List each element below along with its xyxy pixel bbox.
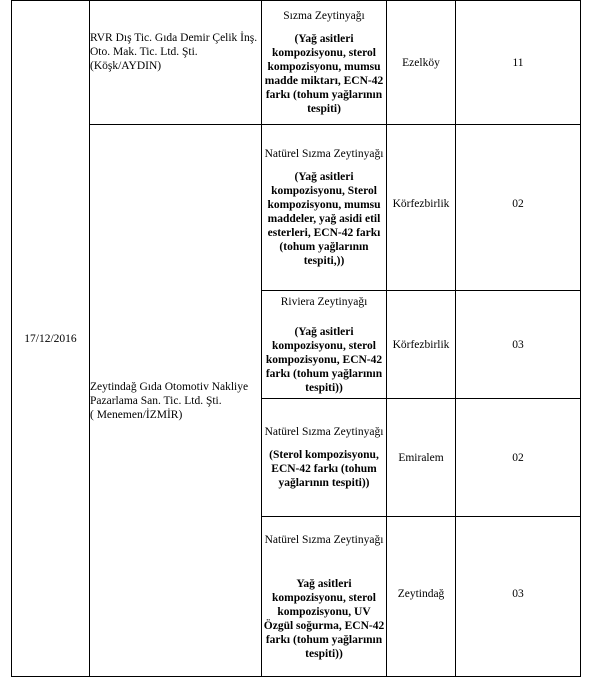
analysis-text: (Yağ asitleri kompozisyonu, sterol kompozisyonu, mumsu madde miktarı, ECN-42 farkı (tohum yağlarının tespiti) [264, 33, 384, 115]
product-name: Natürel Sızma Zeytinyağı [264, 148, 384, 160]
product-name: Natürel Sızma Zeytinyağı [264, 426, 384, 438]
lab-cell: Zeytindağ [387, 517, 456, 677]
product-cell [262, 517, 387, 677]
lab-cell: Emiralem [387, 399, 456, 517]
product-cell [262, 1, 387, 125]
lab-cell: Ezelköy [387, 1, 456, 125]
firm-cell: Zeytindağ Gıda Otomotiv Nakliye Pazarlama San. Tic. Ltd. Şti. ( Menemen/İZMİR) [90, 125, 262, 677]
product-name: Natürel Sızma Zeytinyağı [264, 533, 384, 546]
product-cell [262, 399, 387, 517]
table-row [12, 125, 581, 291]
date-cell: 17/12/2016 [12, 1, 90, 677]
analysis-table [11, 0, 581, 677]
firm-cell: RVR Dış Tic. Gıda Demir Çelik İnş. Oto. Mak. Tic. Ltd. Şti. (Köşk/AYDIN) [90, 1, 262, 125]
product-cell [262, 291, 387, 399]
analysis-text: Yağ asitleri kompozisyonu, sterol kompozisyonu, UV Özgül soğurma, ECN-42 farkı (tohum yağlarının tespiti)) [263, 577, 385, 660]
analysis-text: (Yağ asitleri kompozisyonu, Sterol kompozisyonu, mumsu maddeler, yağ asidi etil esterleri, ECN-42 farkı (tohum yağlarının tespiti,)) [267, 171, 381, 267]
lab-cell: Körfezbirlik [387, 125, 456, 291]
analysis-text: (Sterol kompozisyonu, ECN-42 farkı (tohum yağlarının tespiti)) [269, 449, 379, 489]
product-cell [262, 125, 387, 291]
table-row [12, 1, 581, 125]
product-name: Riviera Zeytinyağı [280, 295, 368, 308]
lab-cell: Körfezbirlik [387, 291, 456, 399]
number-cell: 03 [456, 517, 581, 677]
number-cell: 11 [456, 1, 581, 125]
number-cell: 02 [456, 125, 581, 291]
number-cell: 02 [456, 399, 581, 517]
number-cell: 03 [456, 291, 581, 399]
product-name: Sızma Zeytinyağı [283, 10, 365, 22]
analysis-text: (Yağ asitleri kompozisyonu, sterol kompozisyonu, ECN-42 farkı (tohum yağlarının tespiti)) [265, 325, 383, 394]
